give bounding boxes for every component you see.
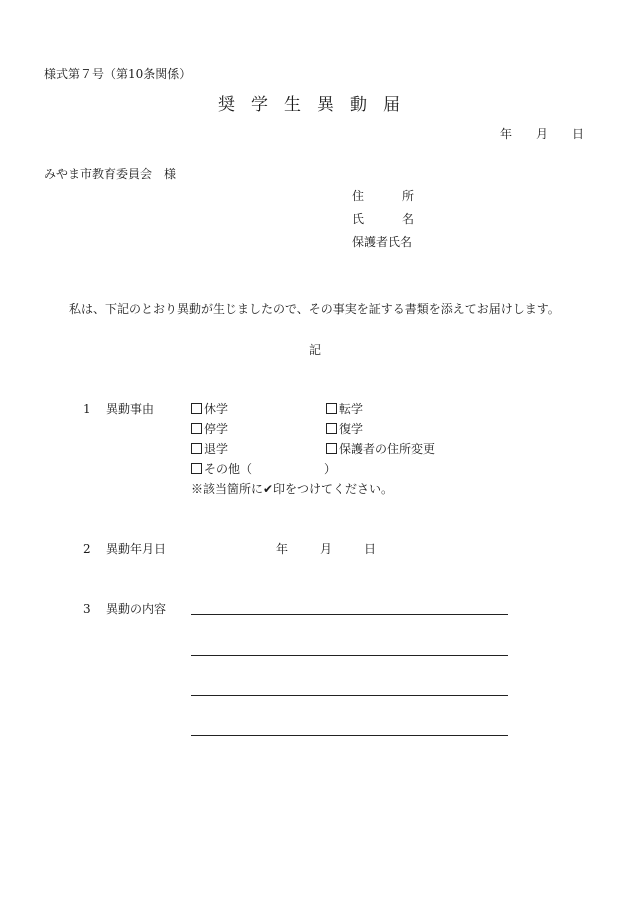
option-transfer[interactable]: 転学 (326, 402, 363, 416)
date-month-label: 月 (536, 127, 549, 141)
checkbox-icon[interactable] (326, 443, 337, 454)
item3-number: 3 (83, 602, 91, 616)
checkbox-icon[interactable] (191, 403, 202, 414)
option-other[interactable]: その他（ ） (191, 462, 336, 476)
checkbox-icon[interactable] (191, 423, 202, 434)
change-day-label: 日 (364, 542, 377, 556)
item1-number: 1 (83, 402, 91, 416)
item2-label: 異動年月日 (106, 542, 167, 556)
guardian-name-label: 保護者氏名 (352, 235, 413, 249)
checkbox-icon[interactable] (326, 403, 337, 414)
checkbox-icon[interactable] (191, 443, 202, 454)
option-leave-of-absence[interactable]: 休学 (191, 402, 228, 416)
date-day-label: 日 (572, 127, 585, 141)
option-withdrawal[interactable]: 退学 (191, 442, 228, 456)
content-line-2[interactable] (191, 655, 508, 656)
form-reference: 様式第７号（第10条関係） (44, 67, 192, 81)
statement-text: 私は、下記のとおり異動が生じましたので、その事実を証する書類を添えてお届けします。 (69, 302, 560, 316)
item1-label: 異動事由 (106, 402, 155, 416)
ki-heading: 記 (309, 343, 322, 357)
addressee: みやま市教育委員会 様 (44, 167, 177, 181)
item2-number: 2 (83, 542, 91, 556)
change-date-fields[interactable] (276, 542, 376, 556)
checkbox-icon[interactable] (326, 423, 337, 434)
change-month-label: 月 (320, 542, 333, 556)
date-year-label: 年 (500, 127, 513, 141)
content-line-4[interactable] (191, 735, 508, 736)
option-suspension[interactable]: 停学 (191, 422, 228, 436)
form-title: 奨学生異動届 (218, 95, 416, 115)
checkbox-icon[interactable] (191, 463, 202, 474)
option-reinstatement[interactable]: 復学 (326, 422, 363, 436)
name-label: 氏 名 (352, 212, 415, 226)
content-line-1[interactable] (191, 614, 508, 615)
check-instruction-note: ※該当箇所に✔印をつけてください。 (191, 482, 394, 496)
item3-label: 異動の内容 (106, 602, 167, 616)
change-year-label: 年 (276, 542, 289, 556)
option-guardian-address-change[interactable]: 保護者の住所変更 (326, 442, 435, 456)
address-label: 住 所 (352, 189, 415, 203)
submission-date (500, 127, 584, 141)
content-line-3[interactable] (191, 695, 508, 696)
